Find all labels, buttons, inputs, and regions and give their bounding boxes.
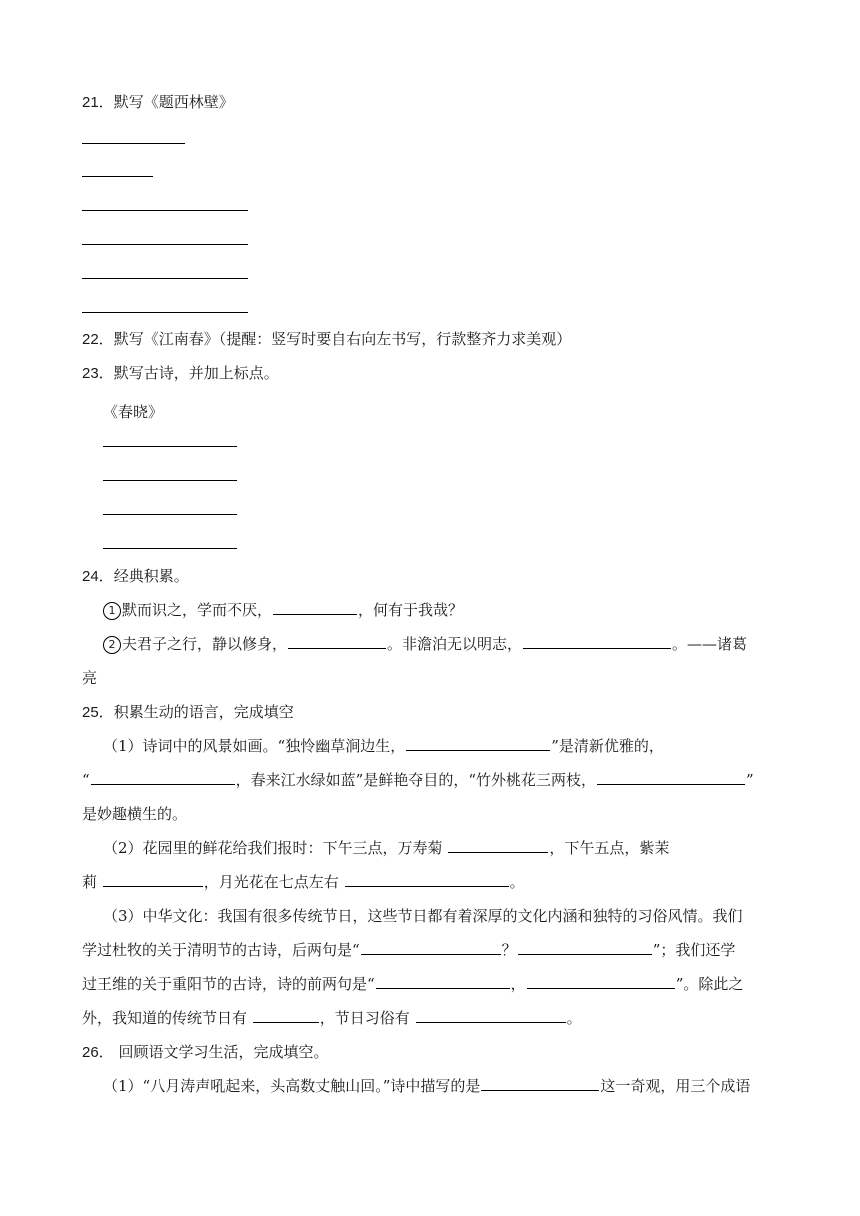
q25-part-2-line-1 [103, 837, 669, 859]
q25-part-3-line-4 [82, 1007, 582, 1029]
fill-blank[interactable] [361, 939, 501, 955]
fill-blank[interactable] [416, 1007, 566, 1023]
text-segment: 学过杜牧的关于清明节的古诗，后两句是“ [82, 941, 360, 959]
text-segment: 这一奇观，用三个成语 [600, 1077, 751, 1095]
q25-part-2-line-2 [82, 871, 525, 893]
q25-part-1-line-1 [103, 735, 664, 757]
text-segment: ，下午五点，紫茉 [549, 839, 670, 857]
fill-blank[interactable] [481, 1075, 599, 1091]
question-text: 经典积累。 [113, 567, 189, 585]
fill-blank[interactable] [523, 633, 671, 649]
text-segment: （2）花园里的鲜花给我们报时：下午三点，万寿菊 [103, 839, 448, 857]
answer-line[interactable] [103, 514, 237, 515]
answer-line[interactable] [103, 548, 237, 549]
answer-line[interactable] [82, 143, 185, 144]
fill-blank[interactable] [527, 973, 675, 989]
fill-blank[interactable] [345, 871, 509, 887]
text-segment: “ [82, 771, 90, 789]
text-segment: ”。除此之 [675, 975, 744, 993]
text-segment: 过王维的关于重阳节的古诗，诗的前两句是“ [82, 975, 375, 993]
text-segment: ”是清新优雅的， [551, 737, 664, 755]
fill-blank[interactable] [448, 837, 548, 853]
fill-blank[interactable] [273, 599, 357, 615]
question-23 [82, 362, 279, 385]
question-number: 22． [82, 331, 114, 348]
fill-blank[interactable] [406, 735, 550, 751]
q24-item-2 [103, 633, 747, 655]
text-segment: 外，我知道的传统节日有 [82, 1009, 252, 1027]
question-26 [82, 1041, 328, 1064]
answer-line[interactable] [82, 312, 248, 313]
question-25 [82, 701, 294, 724]
fill-blank[interactable] [376, 973, 510, 989]
text-segment: 亮 [82, 669, 98, 687]
question-number: 25． [82, 704, 114, 721]
answer-line[interactable] [103, 480, 237, 481]
circled-number: 1 [103, 602, 121, 620]
q25-part-3-line-2 [82, 939, 735, 961]
text-segment: 。 [509, 873, 525, 891]
question-text: 默写古诗，并加上标点。 [113, 364, 279, 382]
text-segment: ，何有于我哉？ [358, 601, 464, 619]
question-text: 积累生动的语言，完成填空 [113, 703, 294, 721]
answer-line[interactable] [82, 210, 248, 211]
text-segment: 夫君子之行，静以修身， [122, 635, 288, 653]
poem-title: 《春晓》 [103, 403, 164, 421]
text-segment: ，春来江水绿如蓝”是鲜艳夺目的，“竹外桃花三两枝， [235, 771, 597, 789]
q26-part-1-line-1 [103, 1075, 750, 1097]
text-segment: ”；我们还学 [652, 941, 736, 959]
text-segment: ，月光花在七点左右 [203, 873, 344, 891]
q25-part-3-line-3 [82, 973, 743, 995]
text-segment: 。非澹泊无以明志， [387, 635, 523, 653]
text-segment: 默而识之，学而不厌， [122, 601, 273, 619]
answer-line[interactable] [103, 446, 237, 447]
fill-blank[interactable] [518, 939, 652, 955]
fill-blank[interactable] [103, 871, 203, 887]
q25-part-1-line-2 [82, 769, 754, 791]
question-number: 23． [82, 365, 114, 382]
text-segment: ， [510, 975, 526, 993]
text-segment: 。——诸葛 [672, 635, 748, 653]
question-text: 默写《题西林壁》 [113, 93, 234, 111]
answer-line[interactable] [82, 244, 248, 245]
text-segment: 。 [566, 1009, 582, 1027]
question-21 [82, 91, 234, 114]
text-segment: ，节日习俗有 [319, 1009, 415, 1027]
answer-line[interactable] [82, 176, 153, 177]
text-segment: 莉 [82, 873, 102, 891]
question-number: 24． [82, 568, 114, 585]
text-segment: （1）诗词中的风景如画。“独怜幽草涧边生， [103, 737, 406, 755]
text-segment: （1）“八月涛声吼起来，头高数丈触山回。”诗中描写的是 [103, 1077, 481, 1095]
question-text: 默写《江南春》（提醒：竖写时要自右向左书写，行款整齐力求美观） [113, 330, 572, 348]
fill-blank[interactable] [253, 1007, 319, 1023]
fill-blank[interactable] [91, 769, 235, 785]
text-segment: ？ [501, 941, 517, 959]
text-segment: 是妙趣横生的。 [82, 805, 188, 823]
fill-blank[interactable] [288, 633, 386, 649]
text-segment: （3）中华文化：我国有很多传统节日，这些节日都有着深厚的文化内涵和独特的习俗风情。我们 [103, 907, 743, 925]
q24-item-1 [103, 599, 463, 621]
question-number: 21． [82, 94, 114, 111]
circled-number: 2 [103, 636, 121, 654]
question-22 [82, 328, 571, 351]
question-text: 回顾语文学习生活，完成填空。 [113, 1043, 329, 1061]
answer-line[interactable] [82, 278, 248, 279]
text-segment: ” [746, 771, 754, 789]
fill-blank[interactable] [597, 769, 745, 785]
question-number: 26． [82, 1044, 114, 1061]
question-24 [82, 565, 189, 588]
